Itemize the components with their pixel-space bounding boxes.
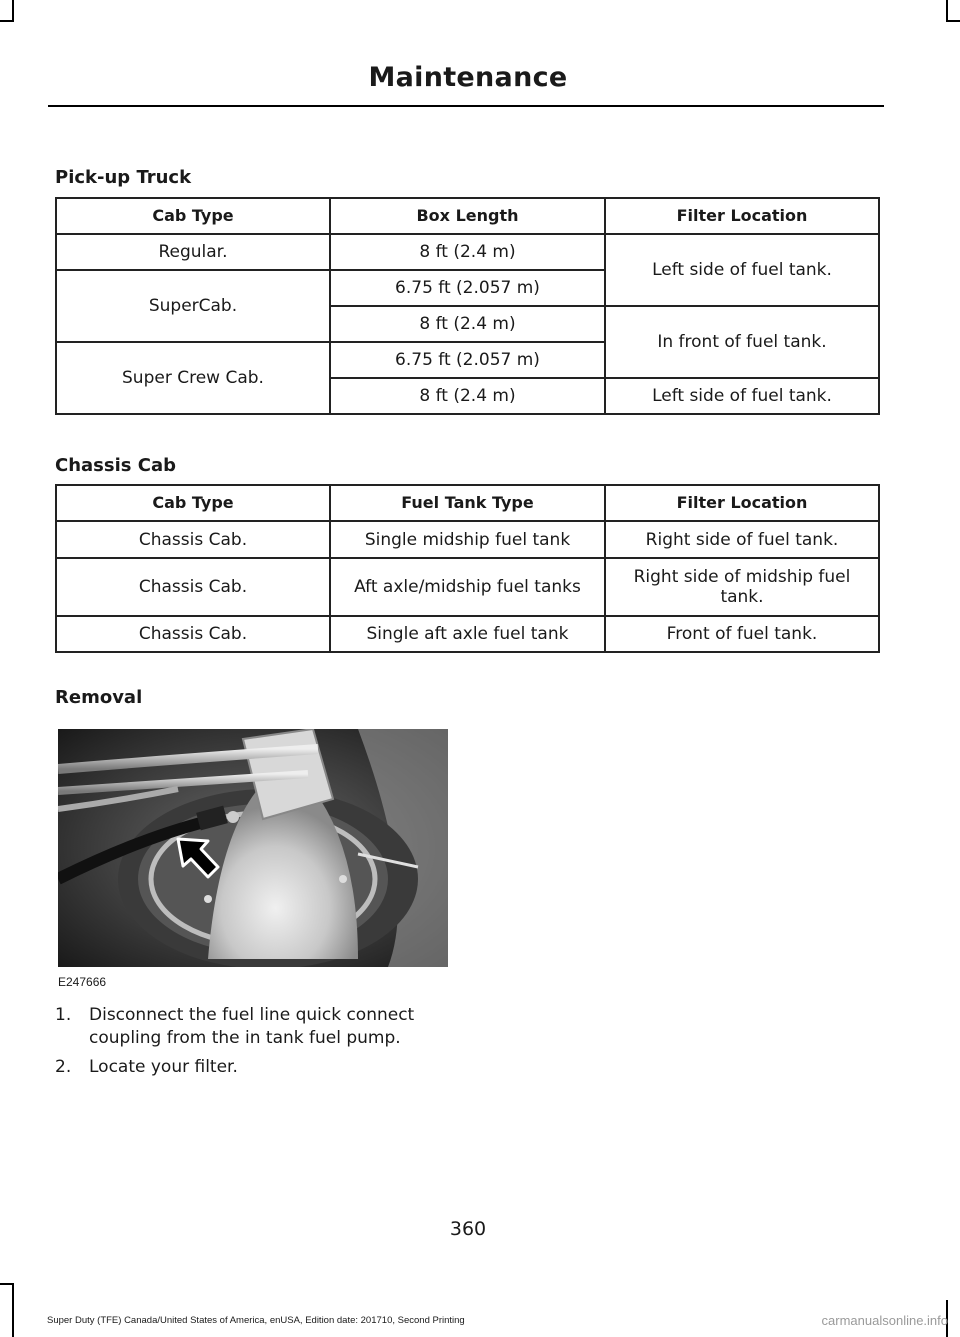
table-cell: 8 ft (2.4 m) bbox=[330, 378, 605, 414]
image-code: E247666 bbox=[58, 975, 107, 989]
watermark[interactable]: carmanualsonline.info bbox=[821, 1313, 948, 1328]
step-text: Disconnect the fuel line quick connect coupling from the in tank fuel pump. bbox=[89, 1005, 415, 1048]
table-cell: Left side of fuel tank. bbox=[605, 378, 879, 414]
page-title: Maintenance bbox=[368, 62, 568, 93]
list-item bbox=[55, 1004, 455, 1050]
fuel-pump-photo bbox=[58, 729, 448, 967]
table-header-row bbox=[56, 485, 879, 521]
table-cell: Left side of fuel tank. bbox=[605, 234, 879, 306]
table-cell: Regular. bbox=[56, 234, 330, 270]
list-item bbox=[55, 1056, 455, 1079]
crop-mark bbox=[946, 20, 960, 22]
crop-mark bbox=[12, 1283, 14, 1337]
step-number: 1. bbox=[55, 1005, 72, 1025]
chassis-table bbox=[55, 484, 880, 653]
pickup-table bbox=[55, 197, 880, 415]
table-cell: 6.75 ft (2.057 m) bbox=[330, 270, 605, 306]
table-cell: Front of fuel tank. bbox=[605, 616, 879, 652]
table-cell: Chassis Cab. bbox=[56, 616, 330, 652]
table-cell: 6.75 ft (2.057 m) bbox=[330, 342, 605, 378]
table-row bbox=[56, 616, 879, 652]
removal-steps bbox=[55, 1004, 455, 1085]
crop-mark bbox=[12, 0, 14, 22]
table-cell: Aft axle/midship fuel tanks bbox=[330, 558, 605, 616]
crop-mark bbox=[0, 20, 14, 22]
column-header: Cab Type bbox=[56, 198, 330, 234]
table-cell: Single aft axle fuel tank bbox=[330, 616, 605, 652]
table-cell: Right side of midship fuel tank. bbox=[605, 558, 879, 616]
table-cell: SuperCab. bbox=[56, 270, 330, 342]
table-cell: Single midship fuel tank bbox=[330, 521, 605, 558]
step-text: Locate your filter. bbox=[89, 1057, 238, 1077]
column-header: Filter Location bbox=[605, 485, 879, 521]
table-cell: Super Crew Cab. bbox=[56, 342, 330, 414]
page-number: 360 bbox=[449, 1218, 487, 1240]
table-row bbox=[56, 521, 879, 558]
removal-heading: Removal bbox=[55, 687, 143, 708]
table-header-row bbox=[56, 198, 879, 234]
footer-text: Super Duty (TFE) Canada/United States of America, enUSA, Edition date: 201710, Second Printing bbox=[47, 1315, 465, 1326]
header-divider bbox=[48, 105, 884, 107]
pickup-heading: Pick-up Truck bbox=[55, 167, 192, 188]
table-row bbox=[56, 558, 879, 616]
table-cell: 8 ft (2.4 m) bbox=[330, 234, 605, 270]
column-header: Box Length bbox=[330, 198, 605, 234]
crop-mark bbox=[0, 1283, 14, 1285]
crop-mark bbox=[946, 0, 948, 22]
table-row bbox=[56, 234, 879, 270]
step-number: 2. bbox=[55, 1057, 72, 1077]
column-header: Cab Type bbox=[56, 485, 330, 521]
column-header: Fuel Tank Type bbox=[330, 485, 605, 521]
column-header: Filter Location bbox=[605, 198, 879, 234]
chassis-heading: Chassis Cab bbox=[55, 455, 176, 476]
table-cell: Right side of fuel tank. bbox=[605, 521, 879, 558]
table-cell: 8 ft (2.4 m) bbox=[330, 306, 605, 342]
table-cell: Chassis Cab. bbox=[56, 558, 330, 616]
table-cell: Chassis Cab. bbox=[56, 521, 330, 558]
table-cell: In front of fuel tank. bbox=[605, 306, 879, 378]
